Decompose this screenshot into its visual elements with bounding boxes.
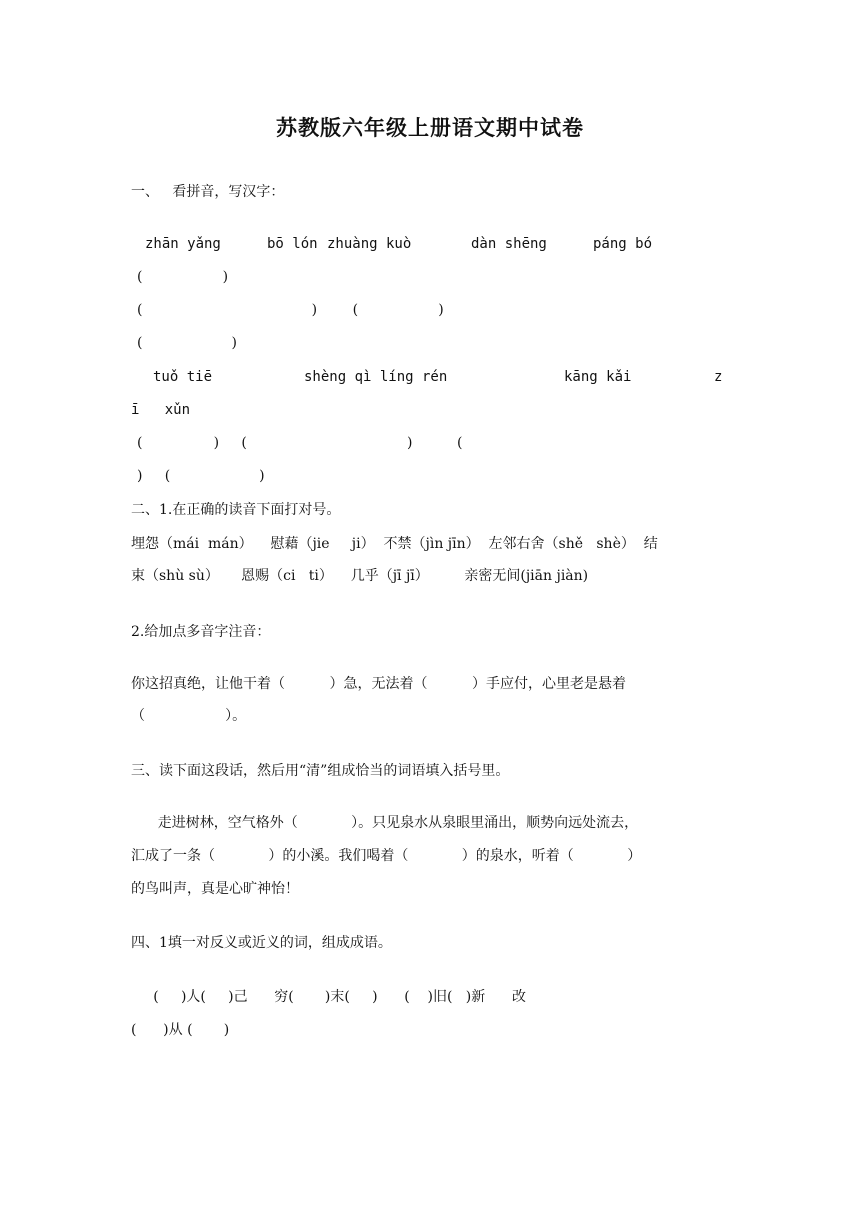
- paragraph-line: 的鸟叫声，真是心旷神怡！: [131, 881, 299, 897]
- pinyin-item: ī xǔn: [131, 402, 191, 418]
- pinyin-item: páng bó: [593, 236, 653, 252]
- reading-choice-line[interactable]: 束（shù sù） 恩赐（ci ti） 几乎（jī jī） 亲密无间(jiān jiàn): [131, 568, 589, 584]
- pinyin-item: z: [714, 369, 723, 385]
- section-1-heading: 一、 看拼音，写汉字：: [131, 184, 285, 200]
- answer-blank-line[interactable]: ) ( ): [137, 468, 265, 484]
- idiom-fill-line[interactable]: ( )从 ( ): [131, 1022, 230, 1038]
- reading-choice-line[interactable]: 埋怨（mái mán） 慰藉（jie ji） 不禁（jìn jīn） 左邻右舍（shě shè） 结: [131, 536, 658, 552]
- pinyin-item: tuǒ tiē: [153, 369, 213, 385]
- section-3-heading: 三、读下面这段话，然后用“清”组成恰当的词语填入括号里。: [131, 763, 510, 779]
- answer-blank-line[interactable]: ( ): [137, 335, 237, 351]
- fill-in-line[interactable]: （ ）。: [131, 708, 247, 724]
- answer-blank-line[interactable]: ( ): [137, 269, 229, 285]
- section-4-heading: 四、1填一对反义或近义的词，组成成语。: [131, 935, 392, 951]
- fill-in-line[interactable]: 汇成了一条（ ）的小溪。我们喝着（ ）的泉水，听着（ ）: [131, 848, 642, 864]
- pinyin-item: dàn shēng: [471, 236, 547, 252]
- pinyin-item: kāng kǎi: [564, 369, 632, 385]
- idiom-fill-line[interactable]: ( )人( )己 穷( )末( ) ( )旧( )新 改: [131, 989, 526, 1005]
- pinyin-item: shèng qì líng rén: [304, 369, 448, 385]
- fill-in-line[interactable]: 走进树林，空气格外（ ）。只见泉水从泉眼里涌出，顺势向远处流去，: [131, 815, 639, 831]
- page-title: 苏教版六年级上册语文期中试卷: [276, 115, 584, 140]
- section-2-heading: 二、1.在正确的读音下面打对号。: [131, 502, 341, 518]
- answer-blank-line[interactable]: ( ) ( ): [137, 302, 444, 318]
- fill-in-line[interactable]: 你这招真绝，让他干着（ ）急，无法着（ ）手应付，心里老是悬着: [131, 676, 627, 692]
- section-2-sub-heading: 2.给加点多音字注音：: [131, 624, 271, 640]
- pinyin-item: bō lón: [267, 236, 318, 252]
- pinyin-item: zhān yǎng: [145, 236, 221, 252]
- pinyin-item: zhuàng kuò: [327, 236, 412, 252]
- answer-blank-line[interactable]: ( ) ( ) (: [137, 435, 463, 451]
